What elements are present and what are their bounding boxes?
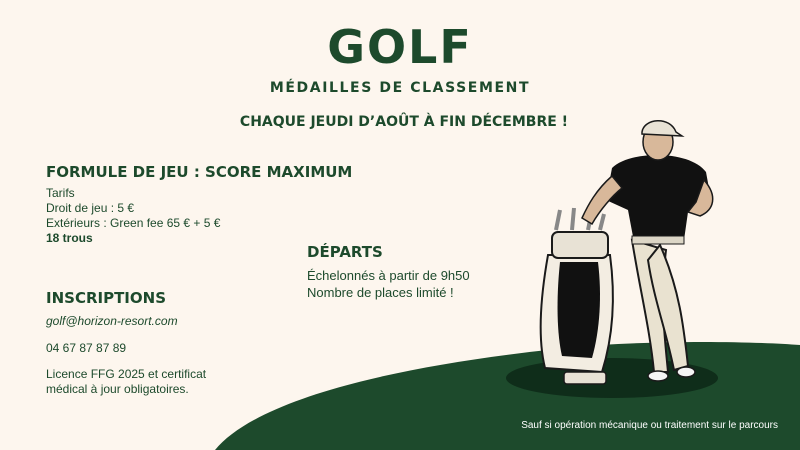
footer-disclaimer: Sauf si opération mécanique ou traitement sur le parcours bbox=[521, 420, 778, 431]
formule-line-tarifs: Tarifs bbox=[46, 186, 75, 200]
formule-holes: 18 trous bbox=[46, 231, 93, 245]
departs-heading: DÉPARTS bbox=[307, 243, 383, 261]
formule-line-exterieurs: Extérieurs : Green fee 65 € + 5 € bbox=[46, 216, 221, 230]
formule-line-droit: Droit de jeu : 5 € bbox=[46, 201, 135, 215]
page-subtitle: MÉDAILLES DE CLASSEMENT bbox=[269, 80, 531, 96]
departs-line-2: Nombre de places limité ! bbox=[307, 285, 454, 300]
inscriptions-phone[interactable]: 04 67 87 87 89 bbox=[46, 341, 127, 355]
formule-heading: FORMULE DE JEU : SCORE MAXIMUM bbox=[46, 163, 353, 181]
inscriptions-heading: INSCRIPTIONS bbox=[46, 289, 166, 307]
inscriptions-note-2: médical à jour obligatoires. bbox=[46, 382, 189, 396]
inscriptions-note-1: Licence FFG 2025 et certificat bbox=[46, 367, 207, 381]
inscriptions-email[interactable]: golf@horizon-resort.com bbox=[46, 314, 178, 328]
page-title: GOLF bbox=[327, 20, 473, 74]
departs-line-1: Échelonnés à partir de 9h50 bbox=[307, 268, 470, 283]
schedule-banner: CHAQUE JEUDI D’AOÛT À FIN DÉCEMBRE ! bbox=[239, 114, 569, 130]
